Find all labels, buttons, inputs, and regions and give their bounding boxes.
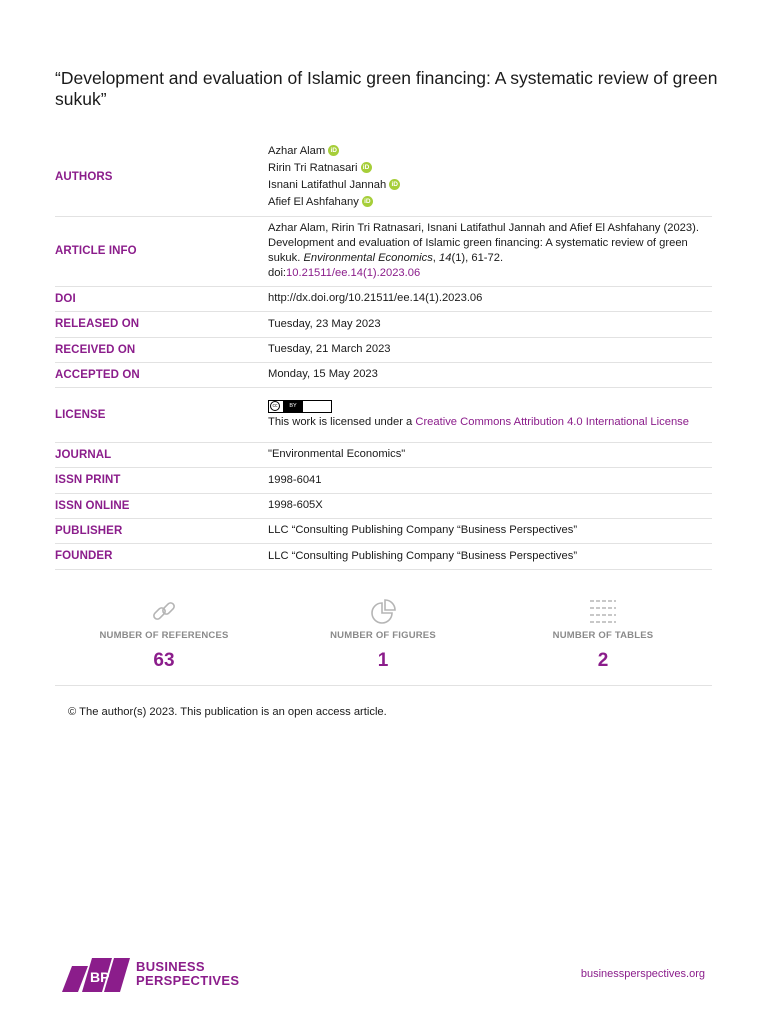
author-item[interactable] (268, 160, 712, 177)
article-metadata-table (55, 138, 712, 570)
author-name[interactable]: Ririn Tri Ratnasari (268, 161, 358, 174)
journal-value: "Environmental Economics" (268, 442, 712, 467)
cc-logo-icon: cc (270, 401, 280, 411)
accepted-label: ACCEPTED ON (55, 362, 268, 387)
publisher-row (55, 518, 712, 543)
author-name[interactable]: Isnani Latifathul Jannah (268, 178, 387, 191)
released-row (55, 311, 712, 337)
tables-count: 2 (597, 650, 609, 671)
issn-online-value: 1998-605X (268, 493, 712, 518)
logo-mark-text: BP (90, 969, 110, 985)
orcid-icon[interactable]: iD (389, 179, 400, 190)
issn-online-row (55, 493, 712, 518)
authors-list (268, 138, 712, 216)
tables-stat (523, 596, 683, 672)
citation-doi-prefix: doi: (268, 267, 287, 279)
business-perspectives-logo-icon (62, 956, 130, 997)
references-stat (84, 596, 244, 672)
table-icon (523, 596, 683, 626)
license-text: This work is licensed under a (268, 415, 416, 428)
citation-doi-link[interactable]: 10.21511/ee.14(1).2023.06 (286, 267, 421, 279)
section-divider (55, 685, 712, 686)
article-info-citation (268, 216, 712, 286)
tables-label: NUMBER OF TABLES (552, 630, 654, 641)
license-value (268, 387, 712, 442)
publisher-label: PUBLISHER (55, 518, 268, 543)
accepted-value: Monday, 15 May 2023 (268, 362, 712, 387)
article-title: “Development and evaluation of Islamic green financing: A systematic review of green sukuk” (55, 68, 718, 109)
received-row (55, 337, 712, 362)
link-icon (84, 596, 244, 626)
author-name[interactable]: Azhar Alam (268, 144, 326, 157)
citation-journal: Environmental Economics (303, 252, 433, 264)
founder-label: FOUNDER (55, 543, 268, 569)
references-label: NUMBER OF REFERENCES (99, 630, 229, 641)
orcid-icon[interactable]: iD (361, 162, 372, 173)
citation-volume: 14 (439, 252, 452, 264)
license-label: LICENSE (55, 387, 268, 442)
authors-row (55, 138, 712, 216)
copyright-notice: © The author(s) 2023. This publication is an open access article. (68, 706, 387, 718)
released-label: RELEASED ON (55, 311, 268, 337)
author-item[interactable] (268, 177, 712, 194)
citation-comma: , (432, 252, 436, 264)
founder-value: LLC “Consulting Publishing Company “Business Perspectives” (268, 543, 712, 569)
license-row (55, 387, 712, 442)
publisher-value: LLC “Consulting Publishing Company “Business Perspectives” (268, 518, 712, 543)
figures-stat (303, 596, 463, 672)
doi-value[interactable]: http://dx.doi.org/10.21511/ee.14(1).2023.06 (268, 286, 712, 311)
released-value: Tuesday, 23 May 2023 (268, 311, 712, 337)
author-item[interactable] (268, 143, 712, 160)
citation-text: Azhar Alam, Ririn Tri Ratnasari, Isnani Latifathul Jannah and Afief El Ashfahany (2023). Development and evaluation of Islamic green financing: A systematic review of green sukuk. (268, 222, 699, 264)
issn-online-label: ISSN ONLINE (55, 493, 268, 518)
orcid-icon[interactable]: iD (362, 196, 373, 207)
pie-chart-icon (303, 596, 463, 626)
brand-line-1: BUSINESS (136, 959, 205, 974)
founder-row (55, 543, 712, 569)
by-label: BY (283, 401, 303, 412)
author-item[interactable] (268, 194, 712, 211)
citation-pages: (1), 61-72. (451, 252, 504, 264)
article-info-row (55, 216, 712, 286)
figures-count: 1 (377, 650, 389, 671)
references-count: 63 (153, 650, 175, 671)
brand-line-2: PERSPECTIVES (136, 973, 240, 988)
article-info-label: ARTICLE INFO (55, 216, 268, 286)
journal-row (55, 442, 712, 467)
figures-label: NUMBER OF FIGURES (330, 630, 436, 641)
journal-label: JOURNAL (55, 442, 268, 467)
doi-label: DOI (55, 286, 268, 311)
received-value: Tuesday, 21 March 2023 (268, 337, 712, 362)
accepted-row (55, 362, 712, 387)
issn-print-label: ISSN PRINT (55, 467, 268, 493)
received-label: RECEIVED ON (55, 337, 268, 362)
license-link[interactable]: Creative Commons Attribution 4.0 International License (415, 415, 689, 428)
cc-by-badge-icon[interactable] (268, 400, 332, 413)
authors-label: AUTHORS (55, 138, 268, 216)
doi-row (55, 286, 712, 311)
website-link[interactable]: businessperspectives.org (580, 968, 705, 980)
orcid-icon[interactable]: iD (328, 145, 339, 156)
issn-print-value: 1998-6041 (268, 467, 712, 493)
issn-print-row (55, 467, 712, 493)
brand-name (136, 960, 239, 988)
author-name[interactable]: Afief El Ashfahany (268, 195, 359, 208)
